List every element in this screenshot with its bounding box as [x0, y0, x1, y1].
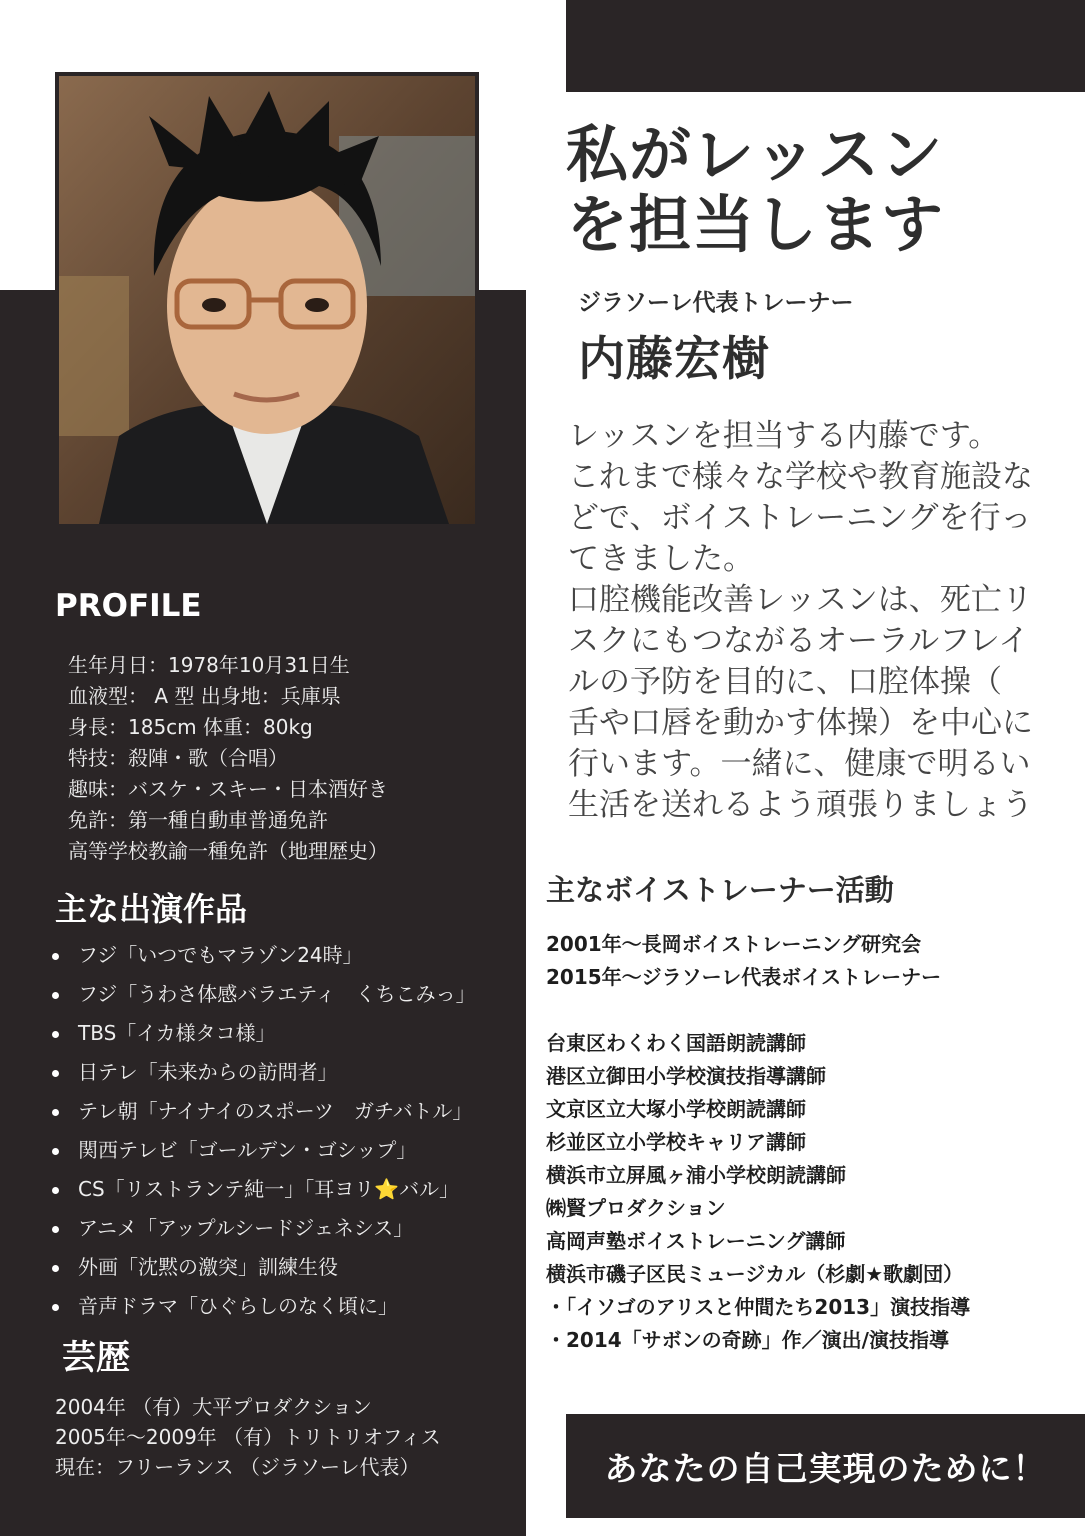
intro-line: 舌や口唇を動かす体操）を中心に — [568, 705, 1033, 741]
headline-line-2: を担当します — [566, 188, 945, 261]
activities-heading: 主なボイストレーナー活動 — [546, 873, 894, 907]
works-list-item: 音声ドラマ「ひぐらしのなく頃に」 — [50, 1287, 520, 1326]
works-list-item: テレ朝「ナイナイのスポーツ ガチバトル」 — [50, 1092, 520, 1131]
works-list-item: 関西テレビ「ゴールデン・ゴシップ」 — [50, 1131, 520, 1170]
profile-line: 免許：第一種自動車普通免許 — [68, 808, 328, 832]
headline — [566, 120, 1066, 260]
portrait-photo — [55, 72, 479, 528]
activity-role-item: 台東区わくわく国語朗読講師 — [546, 1031, 806, 1055]
career-heading: 芸歴 — [62, 1338, 130, 1378]
intro-line: 生活を送れるよう頑張りましょう — [568, 787, 1033, 823]
works-list-item: フジ「うわさ体感バラエティ くちこみっ」 — [50, 975, 520, 1014]
intro-line: これまで様々な学校や教育施設な — [568, 459, 1033, 495]
profile-line: 趣味：バスケ・スキー・日本酒好き — [68, 777, 388, 801]
activity-history-item: 2001年〜長岡ボイストレーニング研究会 — [546, 932, 922, 956]
top-decor-bar — [566, 0, 1085, 92]
profile-line: 身長：185cm 体重：80kg — [68, 715, 313, 739]
works-list-item: アニメ「アップルシードジェネシス」 — [50, 1209, 520, 1248]
slogan-banner — [566, 1414, 1085, 1518]
works-list-item: 日テレ「未来からの訪問者」 — [50, 1053, 520, 1092]
activity-role-item: 横浜市立屏風ヶ浦小学校朗読講師 — [546, 1163, 846, 1187]
activity-role-item: 高岡声塾ボイストレーニング講師 — [546, 1229, 846, 1253]
career-details — [55, 1392, 515, 1482]
profile-line: 生年月日：1978年10月31日生 — [68, 653, 350, 677]
activity-role-item: 杉並区立小学校キャリア講師 — [546, 1130, 806, 1154]
activity-role-item: 港区立御田小学校演技指導講師 — [546, 1064, 826, 1088]
portrait-photo-icon — [59, 76, 475, 524]
works-list-item: 外画「沈黙の激突」訓練生役 — [50, 1248, 520, 1287]
career-line: 現在：フリーランス （ジラソーレ代表） — [55, 1455, 420, 1479]
intro-line: どで、ボイストレーニングを行っ — [568, 500, 1032, 536]
works-list-item: TBS「イカ様タコ様」 — [50, 1014, 520, 1053]
trainer-name: 内藤宏樹 — [578, 332, 770, 387]
works-list-item: CS「リストランテ純一」「耳ヨリ⭐バル」 — [50, 1170, 520, 1209]
intro-text — [568, 416, 1058, 826]
activity-role-item: ・2014「サボンの奇跡」作／演出/演技指導 — [546, 1328, 949, 1352]
intro-line: てきました。 — [568, 541, 754, 577]
career-line: 2004年 （有）大平プロダクション — [55, 1395, 372, 1419]
activity-role-item: ・「イソゴのアリスと仲間たち2013」演技指導 — [546, 1295, 971, 1319]
slogan-text: あなたの自己実現のために！ — [604, 1448, 1047, 1488]
works-list — [50, 936, 520, 1326]
activity-history-item: 2015年〜ジラソーレ代表ボイストレーナー — [546, 965, 942, 989]
profile-line: 血液型： A 型 出身地：兵庫県 — [68, 684, 341, 708]
profile-details — [68, 650, 508, 867]
activity-role-item: 文京区立大塚小学校朗読講師 — [546, 1097, 806, 1121]
intro-line: 口腔機能改善レッスンは、死亡リ — [568, 582, 1033, 618]
intro-line: 行います。一緒に、健康で明るい — [568, 746, 1031, 782]
intro-line: スクにもつながるオーラルフレイ — [568, 623, 1030, 659]
profile-line: 高等学校教諭一種免許（地理歴史） — [68, 839, 388, 863]
profile-line: 特技：殺陣・歌（合唱） — [68, 746, 288, 770]
profile-heading: PROFILE — [55, 588, 202, 624]
career-line: 2005年〜2009年 （有）トリトリオフィス — [55, 1425, 441, 1449]
headline-line-1: 私がレッスン — [566, 118, 944, 191]
activity-role-item: 横浜市磯子区民ミュージカル（杉劇★歌劇団） — [546, 1262, 964, 1286]
intro-line: ルの予防を目的に、口腔体操（ — [568, 664, 1002, 700]
works-heading: 主な出演作品 — [55, 890, 248, 928]
intro-line: レッスンを担当する内藤です。 — [568, 418, 1000, 454]
trainer-title: ジラソーレ代表トレーナー — [578, 290, 854, 316]
activity-role-item: ㈱賢プロダクション — [546, 1196, 726, 1220]
spacer — [546, 994, 1066, 1027]
works-list-item: フジ「いつでもマラゾン24時」 — [50, 936, 520, 975]
activities-list — [546, 928, 1066, 1357]
